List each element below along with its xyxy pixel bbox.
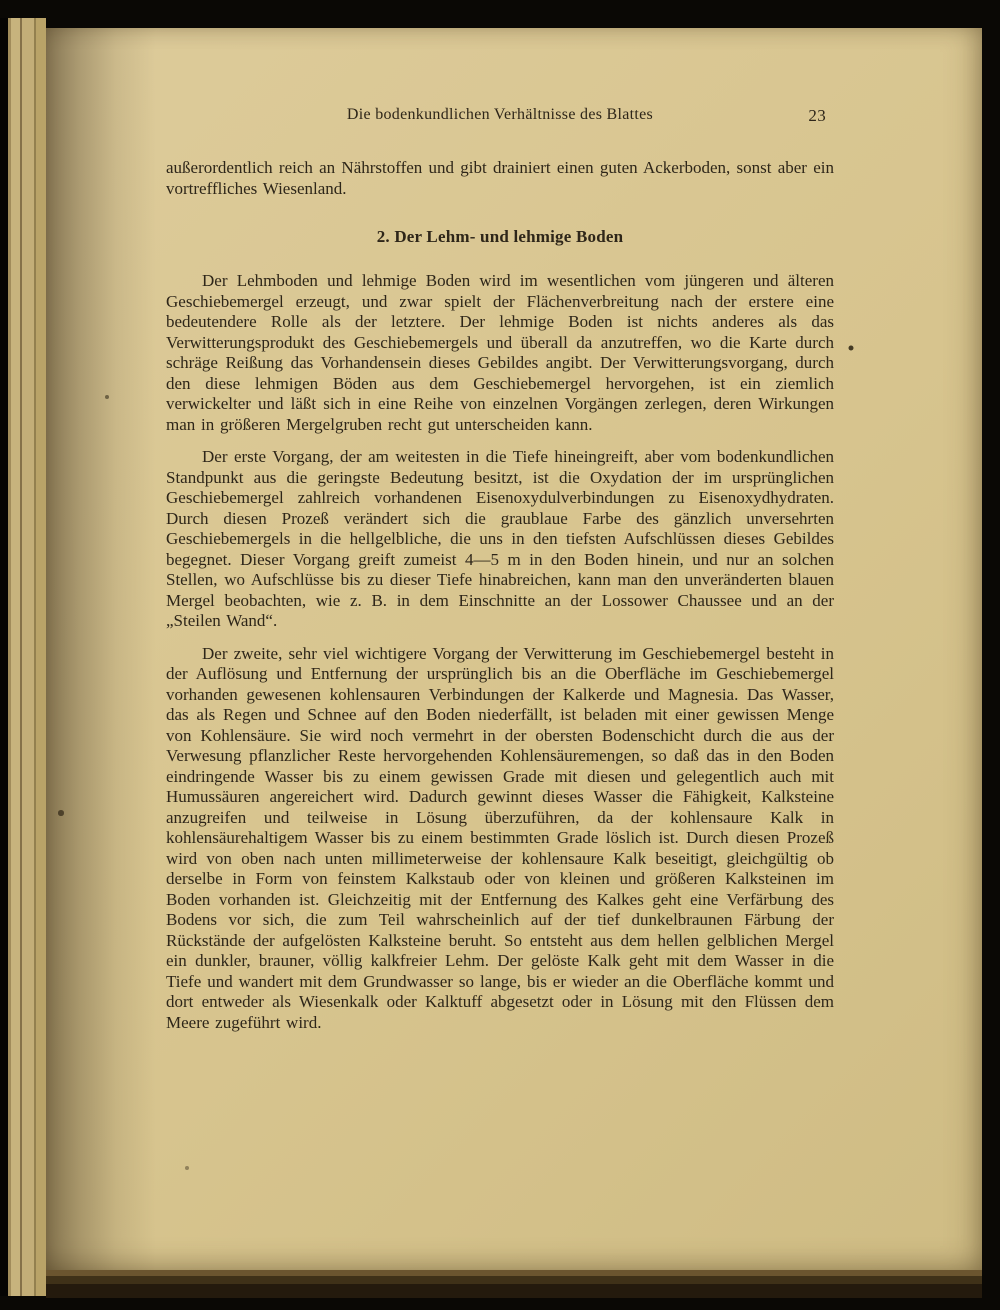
page-content: [166, 106, 834, 1045]
book-page: [46, 28, 982, 1270]
paragraph-continuation: außerordentlich reich an Nährstoffen und gibt drainiert einen guten Ackerboden, sonst aber ein vortreffliches Wiesenland.: [166, 158, 834, 198]
paragraph: Der Lehmboden und lehmige Boden wird im wesentlichen vom jüngeren und älteren Geschiebemergel erzeugt, und zwar spielt der Flächenverbreitung nach der erstere eine bedeutendere Rolle als der letztere. Der lehmige Boden ist nichts anderes als das Verwitterungsprodukt des Geschiebemergels und überall da anzutreffen, wo die Karte durch schräge Reißung das Vorhandensein dieses Gebildes angibt. Der Verwitterungsvorgang, durch den diese lehmigen Böden aus dem Geschiebemergel hervorgehen, ist ein ziemlich verwickelter und läßt sich in eine Reihe von einzelnen Vorgängen zerlegen, deren Wirkungen man in größeren Mergelgruben recht gut unterscheiden kann.: [166, 271, 834, 434]
page-number: 23: [808, 106, 826, 125]
paper-specks: [0, 0, 2, 2]
running-header: [166, 106, 834, 126]
page-edge-stack: [0, 18, 46, 1296]
gutter-shadow: [46, 28, 156, 1270]
book-bottom-edge: [46, 1270, 982, 1298]
section-heading: 2. Der Lehm- und lehmige Boden: [376, 227, 624, 246]
paragraph: Der erste Vorgang, der am weitesten in die Tiefe hineingreift, aber vom bodenkundlichen Standpunkt aus die geringste Bedeutung besitzt, ist die Oxydation der im ursprünglichen Geschiebemergel zahlreich vorhandenen Eisenoxydulverbindungen zu Eisenoxydhydraten. Durch diesen Prozeß verändert sich die graublaue Farbe des gänzlich unversehrten Geschiebemergels in die hellgelbliche, die uns in den tiefsten Aufschlüssen dieses Gebildes begegnet. Dieser Vorgang greift zumeist 4—5 m in den Boden hinein, und nur an solchen Stellen, wo Aufschlüsse bis zu dieser Tiefe hinabreichen, kann man den unveränderten blauen Mergel beobachten, wie z. B. in dem Einschnitte an der Lossower Chaussee und an der „Steilen Wand“.: [166, 447, 834, 630]
running-title: Die bodenkundlichen Verhältnisse des Blattes: [346, 106, 654, 123]
paragraph: Der zweite, sehr viel wichtigere Vorgang der Verwitterung im Geschiebemergel besteht in der Auflösung und Entfernung der ursprünglich bis an die Oberfläche im Geschiebemergel vorhanden gewesenen kohlensauren Verbindungen der Kalkerde und Magnesia. Das Wasser, das als Regen und Schnee auf den Boden niederfällt, ist beladen mit einer gewissen Menge von Kohlensäure. Sie wird noch vermehrt in der obersten Bodenschicht durch die aus der Verwesung pflanzlicher Reste hervorgehenden Kohlensäuremengen, so daß das in den Boden eindringende Wasser bis zu einem gewissen Grade mit diesen und gelegentlich auch mit Humussäuren angereichert wird. Dadurch gewinnt dieses Wasser die Fähigkeit, Kalksteine anzugreifen und teilweise in Lösung überzuführen, da der kohlensaure Kalk in kohlensäurehaltigem Wasser bis zu einem bestimmten Grade löslich ist. Durch diesen Prozeß wird von oben nach unten millimeterweise der kohlensaure Kalk beseitigt, gleichgültig ob derselbe in Form von feinstem Kalkstaub oder von kleinen und größeren Kalksteinen im Boden vorhanden ist. Gleichzeitig mit der Entfernung des Kalkes geht eine Verfärbung des Bodens vor sich, die zum Teil wahrscheinlich auf der tief dunkelbraunen Färbung der Rückstände der aufgelösten Kalksteine beruht. So entsteht aus dem hellen gelblichen Mergel ein dunkler, brauner, völlig kalkfreier Lehm. Der gelöste Kalk geht mit dem Wasser in die Tiefe und wandert mit dem Grundwasser so lange, bis er wieder an die Oberfläche kommt und dort entweder als Wiesenkalk oder Kalktuff abgesetzt oder in Lösung mit den Flüssen dem Meere zugeführt wird.: [166, 643, 834, 1032]
